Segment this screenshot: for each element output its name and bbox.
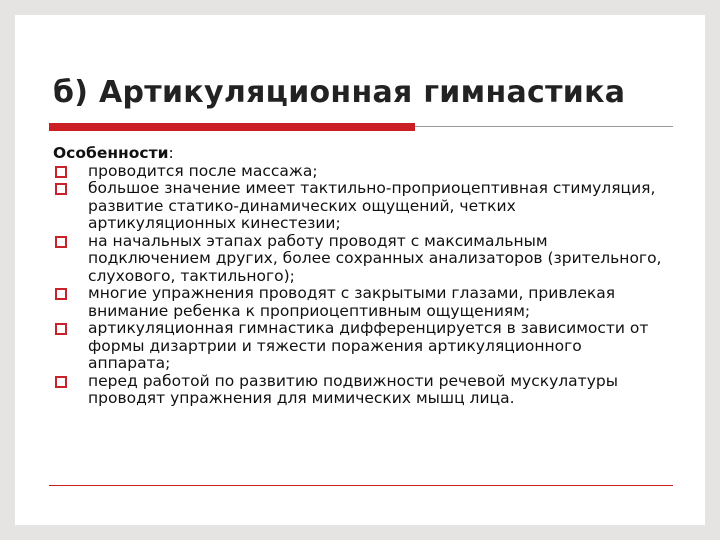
list-item: [53, 373, 663, 408]
section-heading-colon: :: [168, 144, 174, 162]
bottom-divider: [49, 485, 673, 486]
square-bullet-icon: [55, 183, 67, 195]
slide-title: б) Артикуляционная гимнастика: [53, 75, 626, 110]
list-item-text: на начальных этапах работу проводят с максимальным подключением других, более сохранных анализаторов (зрительного, слухового, тактильного);: [88, 231, 662, 285]
list-item: [53, 163, 663, 181]
list-item: [53, 285, 663, 320]
list-item-text: многие упражнения проводят с закрытыми глазами, привлекая внимание ребенка к проприоцептивным ощущениям;: [88, 284, 616, 320]
list-item-text: большое значение имеет тактильно-проприоцептивная стимуляция, развитие статико-динамических ощущений, четких артикуляционных кинестезии;: [88, 179, 656, 232]
list-item: [53, 180, 663, 233]
slide: [15, 15, 705, 525]
square-bullet-icon: [55, 323, 67, 335]
square-bullet-icon: [55, 376, 67, 388]
list-item-text: проводится после массажа;: [88, 161, 318, 180]
square-bullet-icon: [55, 166, 67, 178]
title-underline-thin: [415, 126, 673, 127]
title-underline-accent: [49, 123, 415, 131]
features-list: [53, 163, 663, 408]
list-item: [53, 320, 663, 373]
list-item-text: перед работой по развитию подвижности речевой мускулатуры проводят упражнения для мимических мышц лица.: [88, 371, 618, 407]
section-heading-label: Особенности: [53, 144, 169, 162]
section-heading: [53, 145, 663, 163]
list-item: [53, 233, 663, 286]
slide-content: [53, 145, 663, 408]
square-bullet-icon: [55, 236, 67, 248]
list-item-text: артикуляционная гимнастика дифференцируется в зависимости от формы дизартрии и тяжести поражения артикуляционного аппарата;: [88, 319, 649, 372]
square-bullet-icon: [55, 288, 67, 300]
